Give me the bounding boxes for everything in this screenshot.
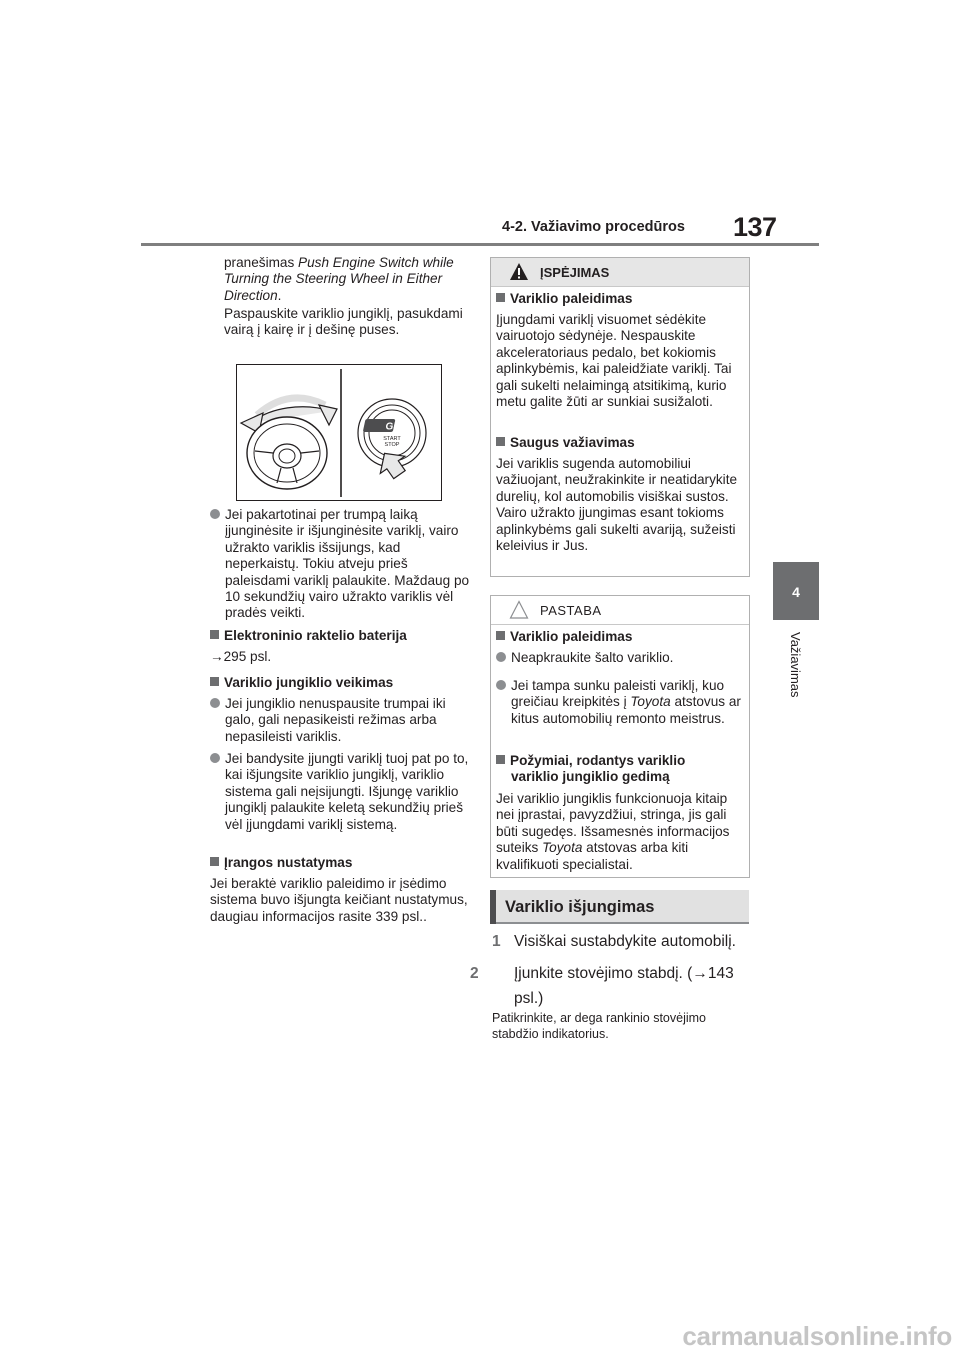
steering-start-figure <box>236 364 442 501</box>
step-number: 2 <box>470 965 479 982</box>
warning-title: ĮSPĖJIMAS <box>540 265 610 280</box>
square-bullet-icon <box>496 631 505 640</box>
notice-triangle-icon <box>509 600 529 619</box>
note-title: PASTABA <box>540 603 602 618</box>
section-accent <box>490 890 496 924</box>
list-item: Jei tampa sunku paleisti variklį, kuo greičiau kreipkitės į Toyota atstovus ar kitus automobilių remonto meistrus. <box>496 678 746 727</box>
square-bullet-icon <box>210 677 219 686</box>
warning-header <box>491 258 749 287</box>
square-bullet-icon <box>496 437 505 446</box>
page-number: 137 <box>733 212 777 242</box>
warning-heading-safe: Saugus važiavimas <box>496 435 746 451</box>
heading-switch: Variklio jungiklio veikimas <box>210 675 474 691</box>
chapter-number: 4 <box>792 584 800 600</box>
step-2: 2 Įjunkite stovėjimo stabdį. (→143 psl.) <box>492 961 752 1011</box>
step-note: Patikrinkite, ar dega rankinio stovėjimo stabdžio indikatorius. <box>492 1011 706 1041</box>
note-heading-symptoms: Požymiai, rodantys variklio variklio jungiklio gedimą <box>496 753 726 786</box>
stop-label: STOP <box>384 442 400 448</box>
square-bullet-icon <box>210 857 219 866</box>
list-item: Jei jungiklio nenuspausite trumpai iki galo, gali nepasikeisti režimas arba nepasileisti variklis. <box>210 696 474 745</box>
warning-text-start: Įjungdami variklį visuomet sėdėkite vairuotojo sėdynėje. Nespauskite akceleratoriaus pedalo, bet kokiomis aplinkybėmis, kai paleidžiate variklį. Tai gali sukelti nelaimingą atsitikimą, kurio metu galite žūti ar sunkiai susižaloti. <box>496 312 732 410</box>
bullet-icon <box>210 698 220 708</box>
note-box <box>490 595 750 878</box>
step-1: 1 Visiškai sustabdykite automobilį. <box>492 931 762 953</box>
chapter-label: Važiavimas <box>788 632 803 698</box>
settings-text: Jei beraktė variklio paleidimo ir įsėdimo sistema buvo išjungta keičiant nustatymus, daugiau informacijos rasite 339 psl.. <box>210 876 468 924</box>
message-text: Push Engine Switch while Turning the Steering Wheel in Either Direction <box>224 255 454 303</box>
start-label: START <box>383 436 401 442</box>
section-title: 4-2. Važiavimo procedūros <box>502 219 685 235</box>
warning-triangle-icon <box>509 262 529 281</box>
list-item: Jei bandysite įjungti variklį tuoj pat po to, kai išjungsite variklio jungiklį, variklio sistema gali neįsijungti. Išjungę variklio jungiklį palaukite keletą sekundžių prieš vėl įjungdami variklį sistemą. <box>210 751 474 833</box>
section-title: Variklio išjungimas <box>505 898 655 916</box>
list-item: Jei pakartotinai per trumpą laiką įjunginėsite ir išjunginėsite variklį, vairo užrakto variklis išsijungs, kad neperkaistų. Tokiu atveju prieš paleisdami variklį palaukite. Maždaug po 10 sekundžių vairo užrakto variklis vėl pradės veikti. <box>210 507 474 622</box>
note-header <box>491 596 749 625</box>
heading-battery: Elektroninio raktelio baterija <box>210 628 474 644</box>
header-rule <box>141 243 819 246</box>
warning-box <box>490 257 750 577</box>
intro-message: pranešimas Push Engine Switch while Turning the Steering Wheel in Either Direction. <box>224 255 454 303</box>
bullet-icon <box>496 680 506 690</box>
steering-wheel-illustration <box>237 365 441 500</box>
square-bullet-icon <box>496 755 505 764</box>
note-text-symptoms: Jei variklio jungiklis funkcionuoja kitaip nei įprastai, pavyzdžiui, stringa, jis gali būti sugedęs. Išsamesnės informacijos suteiks Toyota atstovas arba kiti kvalifikuoti specialistai. <box>496 791 730 872</box>
chapter-tab[interactable] <box>773 562 819 620</box>
bullet-icon <box>210 509 220 519</box>
battery-page-ref[interactable]: →295 psl. <box>210 649 272 664</box>
list-item: Neapkraukite šalto variklio. <box>496 650 746 666</box>
bullet-icon <box>210 753 220 763</box>
section-heading-bar <box>490 890 749 924</box>
warning-text-safe: Jei variklis sugenda automobiliui važiuojant, neužrakinkite ir neatidarykite durelių, kol automobilis visiškai sustos. Vairo užrakto įjungimas esant tokioms aplinkybėms gali sukelti avariją, sužeisti keleivius ir Jus. <box>496 456 738 554</box>
step-number: 1 <box>492 933 501 950</box>
square-bullet-icon <box>210 630 219 639</box>
warning-heading-start: Variklio paleidimas <box>496 291 746 307</box>
intro-instruction: Paspauskite variklio jungiklį, pasukdami vairą į kairę ir į dešinę puses. <box>224 306 463 338</box>
gr-logo: GR <box>385 421 401 433</box>
watermark: carmanualsonline.info <box>682 1321 952 1351</box>
note-heading-start: Variklio paleidimas <box>496 629 746 645</box>
bullet-icon <box>496 652 506 662</box>
heading-settings: Įrangos nustatymas <box>210 855 474 871</box>
square-bullet-icon <box>496 293 505 302</box>
